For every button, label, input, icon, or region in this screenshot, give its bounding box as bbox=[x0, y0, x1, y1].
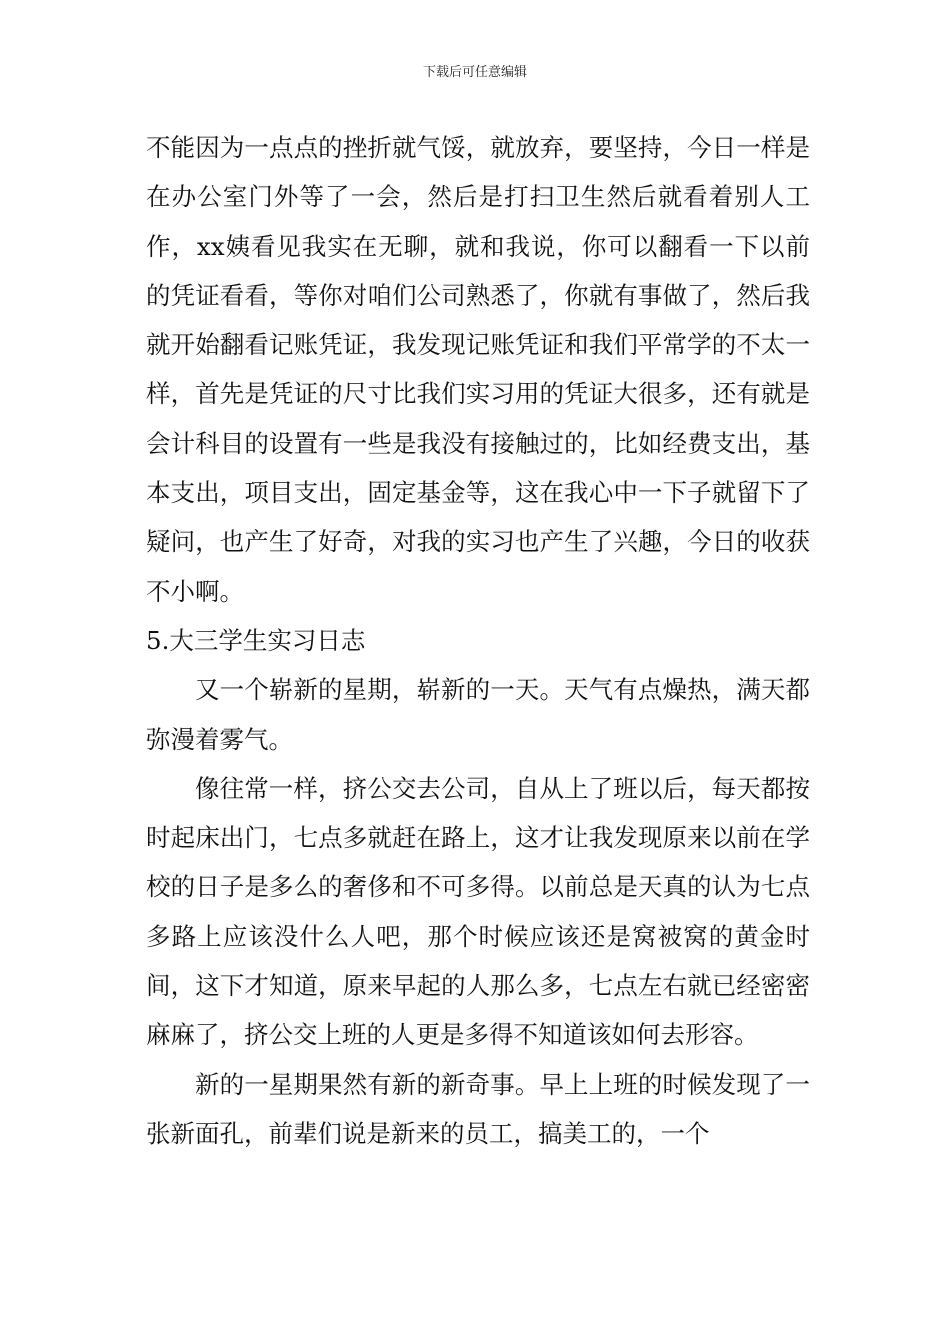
paragraph-continued: 不能因为一点点的挫折就气馁，就放弃，要坚持，今日一样是在办公室门外等了一会，然后是打扫卫生然后就看着别人工作，xx姨看见我实在无聊，就和我说，你可以翻看一下以前的凭证看看，等你对咱们公司熟悉了，你就有事做了，然后我就开始翻看记账凭证，我发现记账凭证和我们平常学的不太一样，首先是凭证的尺寸比我们实习用的凭证大很多，还有就是会计科目的设置有一些是我没有接触过的，比如经费支出，基本支出，项目支出，固定基金等，这在我心中一下子就留下了疑问，也产生了好奇，对我的实习也产生了兴趣，今日的收获不小啊。 bbox=[146, 133, 810, 606]
paragraph: 新的一星期果然有新的新奇事。早上上班的时候发现了一张新面孔，前辈们说是新来的员工，搞美工的，一个 bbox=[146, 1069, 810, 1148]
paragraph: 像往常一样，挤公交去公司，自从上了班以后，每天都按时起床出门，七点多就赶在路上，这才让我发现原来以前在学校的日子是多么的奢侈和不可多得。以前总是天真的认为七点多路上应该没什么人吧，那个时候应该还是窝被窝的黄金时间，这下才知道，原来早起的人那么多，七点左右就已经密密麻麻了，挤公交上班的人更是多得不知道该如何去形容。 bbox=[146, 773, 810, 1050]
section-heading: 5.大三学生实习日志 bbox=[146, 625, 366, 655]
paragraph: 又一个崭新的星期，崭新的一天。天气有点燥热，满天都弥漫着雾气。 bbox=[146, 675, 810, 754]
document-body bbox=[146, 123, 810, 1158]
page-header: 下载后可任意编辑 bbox=[422, 65, 527, 80]
